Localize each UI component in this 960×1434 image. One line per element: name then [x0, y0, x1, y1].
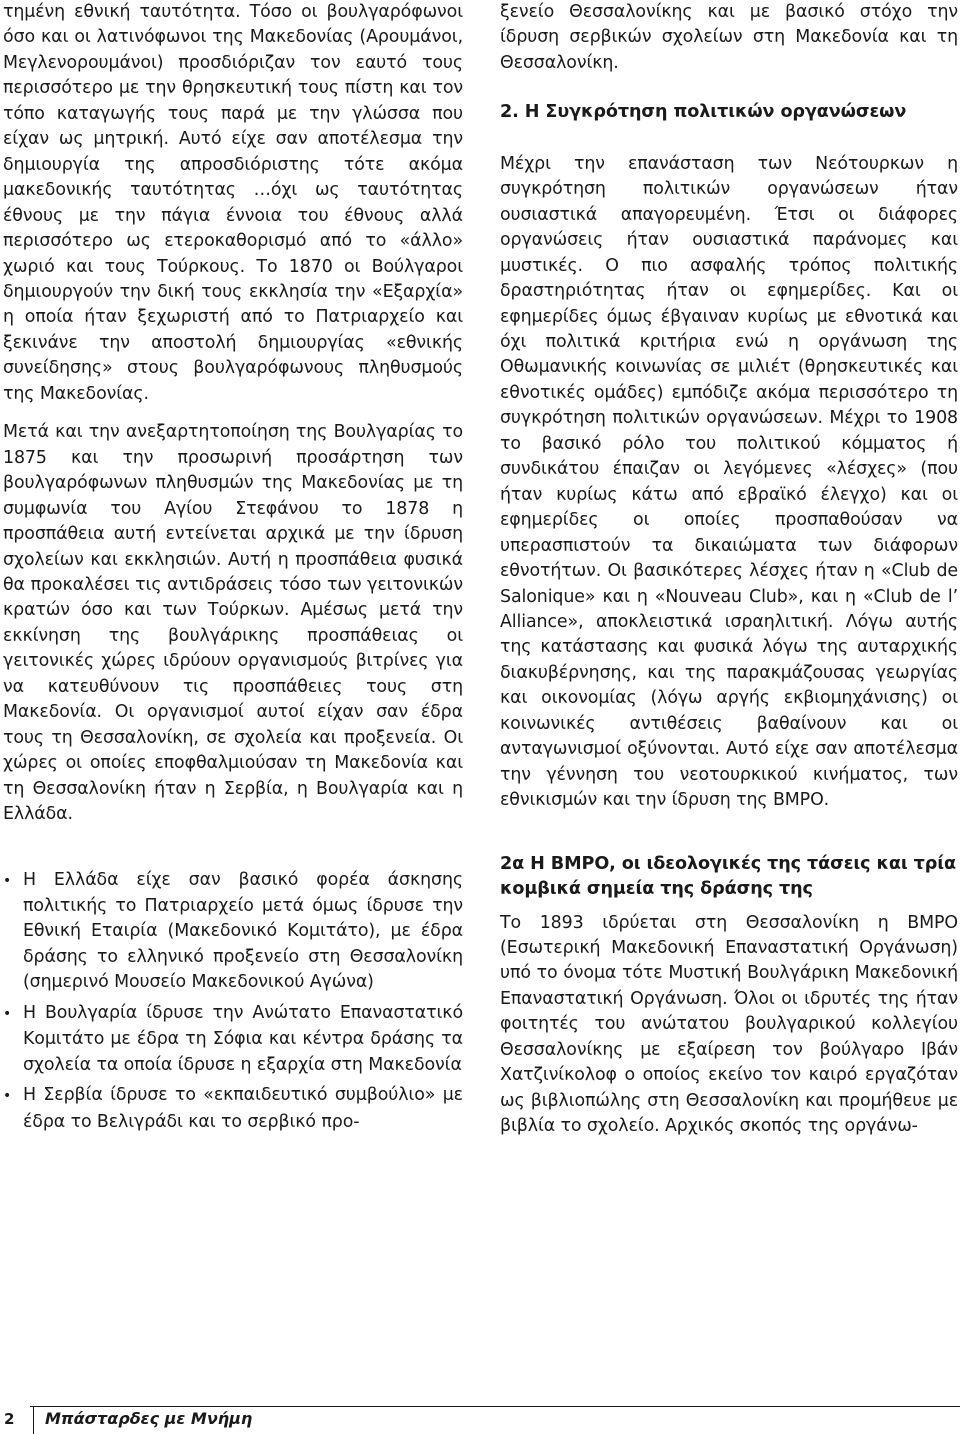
page-number: 2: [4, 1410, 15, 1428]
footer-divider: [33, 1407, 34, 1434]
bullet-icon: •: [3, 1005, 12, 1022]
page-footer: [0, 1402, 960, 1433]
section-heading: 2α Η ΒΜΡΟ, οι ιδεολογικές της τάσεις και τρία κομβικά σημεία της δράσης της: [500, 853, 957, 900]
body-paragraph: Μέχρι την επανάσταση των Νεότουρκων η συγκρότηση πολιτικών οργανώσεων ήταν ουσιαστικά απαγορευμένη. Έτσι οι διάφορες οργανώσεις ήταν ουσιαστικά παράνομες και μυστικές. Ο πιο ασφαλής τρόπος πολιτικής δραστηριότητας ήταν οι εφημερίδες. Και οι εφημερίδες όμως έβγαιναν κυρίως με εθνοτικά και όχι πολιτικά κριτήρια ενώ η οργάνωση της Οθωμανικής κοινωνίας σε μιλιέτ (θρησκευτικές και εθνοτικές ομάδες) εμπόδιζε ακόμα περισσότερο τη συγκρότηση πολιτικών οργανώσεων. Μέχρι το 1908 το βασικό ρόλο του πολιτικού κόμματος ή συνδικάτου έπαιζαν οι λεγόμενες «λέσχες» (που ήταν κυρίως κάτω από εβραϊκό έλεγχο) και οι εφημερίδες οι οποίες προσπαθούσαν να υπερασπιστούν τα δικαιώματα των διάφορων εθνοτήτων. Οι βασικότερες λέσχες ήταν η «Club de Salonique» και η «Nouveau Club», και η «Club de l’ Alliance», αποκλειστικά ισραηλιτική. Λόγω αυτής της κατάστασης και φυσικά λόγω της αυταρχικής διακυβέρνησης, και της παρακμάζουσας γεωργίας και οικονομίας (λόγω αργής εκβιομηχάνισης) οι κοινωνικές αντιθέσεις βαθαίνουν και οι ανταγωνισμοί οξύνονται. Αυτό είχε σαν αποτέλεσμα την γέννηση του νεοτουρκικού κινήματος, των εθνικισμών και την ίδρυση της ΒΜΡΟ.: [500, 153, 958, 811]
body-paragraph: Μετά και την ανεξαρτητοποίηση της Βουλγαρίας το 1875 και την προσωρινή προσάρτηση των βουλγαρόφωνων πληθυσμών της Μακεδονίας με τη συμφωνία του Αγίου Στεφάνου το 1878 η προσπάθεια αυτή εντείνεται αρχικά με την ίδρυση σχολείων και εκκλησιών. Αυτή η προσπάθεια φυσικά θα προκαλέσει τις αντιδράσεις τόσο των γειτονικών κρατών όσο και των Τούρκων. Αμέσως μετά την εκκίνηση της βουλγάρικης προσπάθειας οι γειτονικές χώρες ιδρύουν οργανισμούς βιτρίνες για να κατευθύνουν τις προσπάθειες τους στη Μακεδονία. Οι οργανισμοί αυτοί είχαν σαν έδρα τους τη Θεσσαλονίκη, σε σχολεία και προξενεία. Οι χώρες οι οποίες εποφθαλμιούσαν τη Μακεδονία και τη Θεσσαλονίκη ήταν η Σερβία, η Βουλγαρία και η Ελλάδα.: [3, 422, 463, 825]
list-item-text: Η Σερβία ίδρυσε το «εκπαιδευτικό συμβούλιο» με έδρα το Βελιγράδι και το σερβικό προ-: [23, 1085, 463, 1132]
list-item: [3, 1083, 463, 1135]
right-column: [500, 0, 958, 1140]
body-paragraph: τημένη εθνική ταυτότητα. Τόσο οι βουλγαρόφωνοι όσο και οι λατινόφωνοι της Μακεδονίας (Αρουμάνοι, Μεγλενορουμάνοι) προσδιόριζαν τον εαυτό τους περισσότερο με την θρησκευτική τους πίστη και τον τόπο καταγωγής τους παρά με την γλώσσα που είχαν ως μητρική. Αυτό είχε σαν αποτέλεσμα την δημιουργία της απροσδιόριστης τότε ακόμα μακεδονικής ταυτότητας …όχι ως ταυτότητας έθνους με την πάγια έννοια του έθνους αλλά περισσότερο ως ετεροκαθορισμό από το «άλλο» χωριό και τους Τούρκους. Το 1870 οι Βούλγαροι δημιουργούν την δική τους εκκλησία την «Εξαρχία» η οποία ήταν ξεχωριστή από το Πατριαρχείο και ξεκινάνε την αποστολή δημιουργίας «εθνικής συνείδησης» στους βουλγαρόφωνους πληθυσμούς της Μακεδονίας.: [3, 2, 463, 404]
body-paragraph: ξενείο Θεσσαλονίκης και με βασικό στόχο την ίδρυση σερβικών σχολείων στη Μακεδονία και τη Θεσσαλονίκη.: [500, 2, 958, 73]
list-item: [3, 1001, 463, 1078]
left-column: [3, 0, 463, 1135]
bullet-icon: •: [3, 1088, 12, 1105]
list-item: [3, 868, 463, 996]
bullet-list: [3, 868, 463, 1136]
publication-title: Μπάσταρδες με Μνήμη: [45, 1409, 253, 1428]
footer-rule: [30, 1406, 960, 1407]
section-heading: 2. Η Συγκρότηση πολιτικών οργανώσεων: [500, 102, 907, 123]
list-item-text: Η Βουλγαρία ίδρυσε την Ανώτατο Επαναστατικό Κομιτάτο με έδρα τη Σόφια και κέντρα δράσης τα σχολεία τα οποία ίδρυσε η εξαρχία στη Μακεδονία: [23, 1002, 463, 1075]
bullet-icon: •: [3, 872, 12, 889]
body-paragraph: Το 1893 ιδρύεται στη Θεσσαλονίκη η ΒΜΡΟ (Εσωτερική Μακεδονική Επαναστατική Οργάνωση) υπό το όνομα τότε Μυστική Βουλγάρικη Μακεδονική Επαναστατική Οργάνωση. Όλοι οι ιδρυτές της ήταν φοιτητές του ανώτατου βουλγαρικού κολλεγίου Θεσσαλονίκης με εξαίρεση τον βούλγαρο Ιβάν Χατζινίκολοφ ο οποίος εκείνο τον καιρό εργαζόταν ως βιβλιοπώλης στη Θεσσαλονίκη και προμήθευε με βιβλία το σχολείο. Αρχικός σκοπός της οργάνω-: [500, 912, 958, 1137]
list-item-text: Η Ελλάδα είχε σαν βασικό φορέα άσκησης πολιτικής το Πατριαρχείο μετά όμως ίδρυσε την Εθνική Εταιρία (Μακεδονικό Κομιτάτο), με έδρα δράσης το ελληνικό προξενείο στη Θεσσαλονίκη (σημερινό Μουσείο Μακεδονικού Αγώνα): [23, 869, 463, 993]
